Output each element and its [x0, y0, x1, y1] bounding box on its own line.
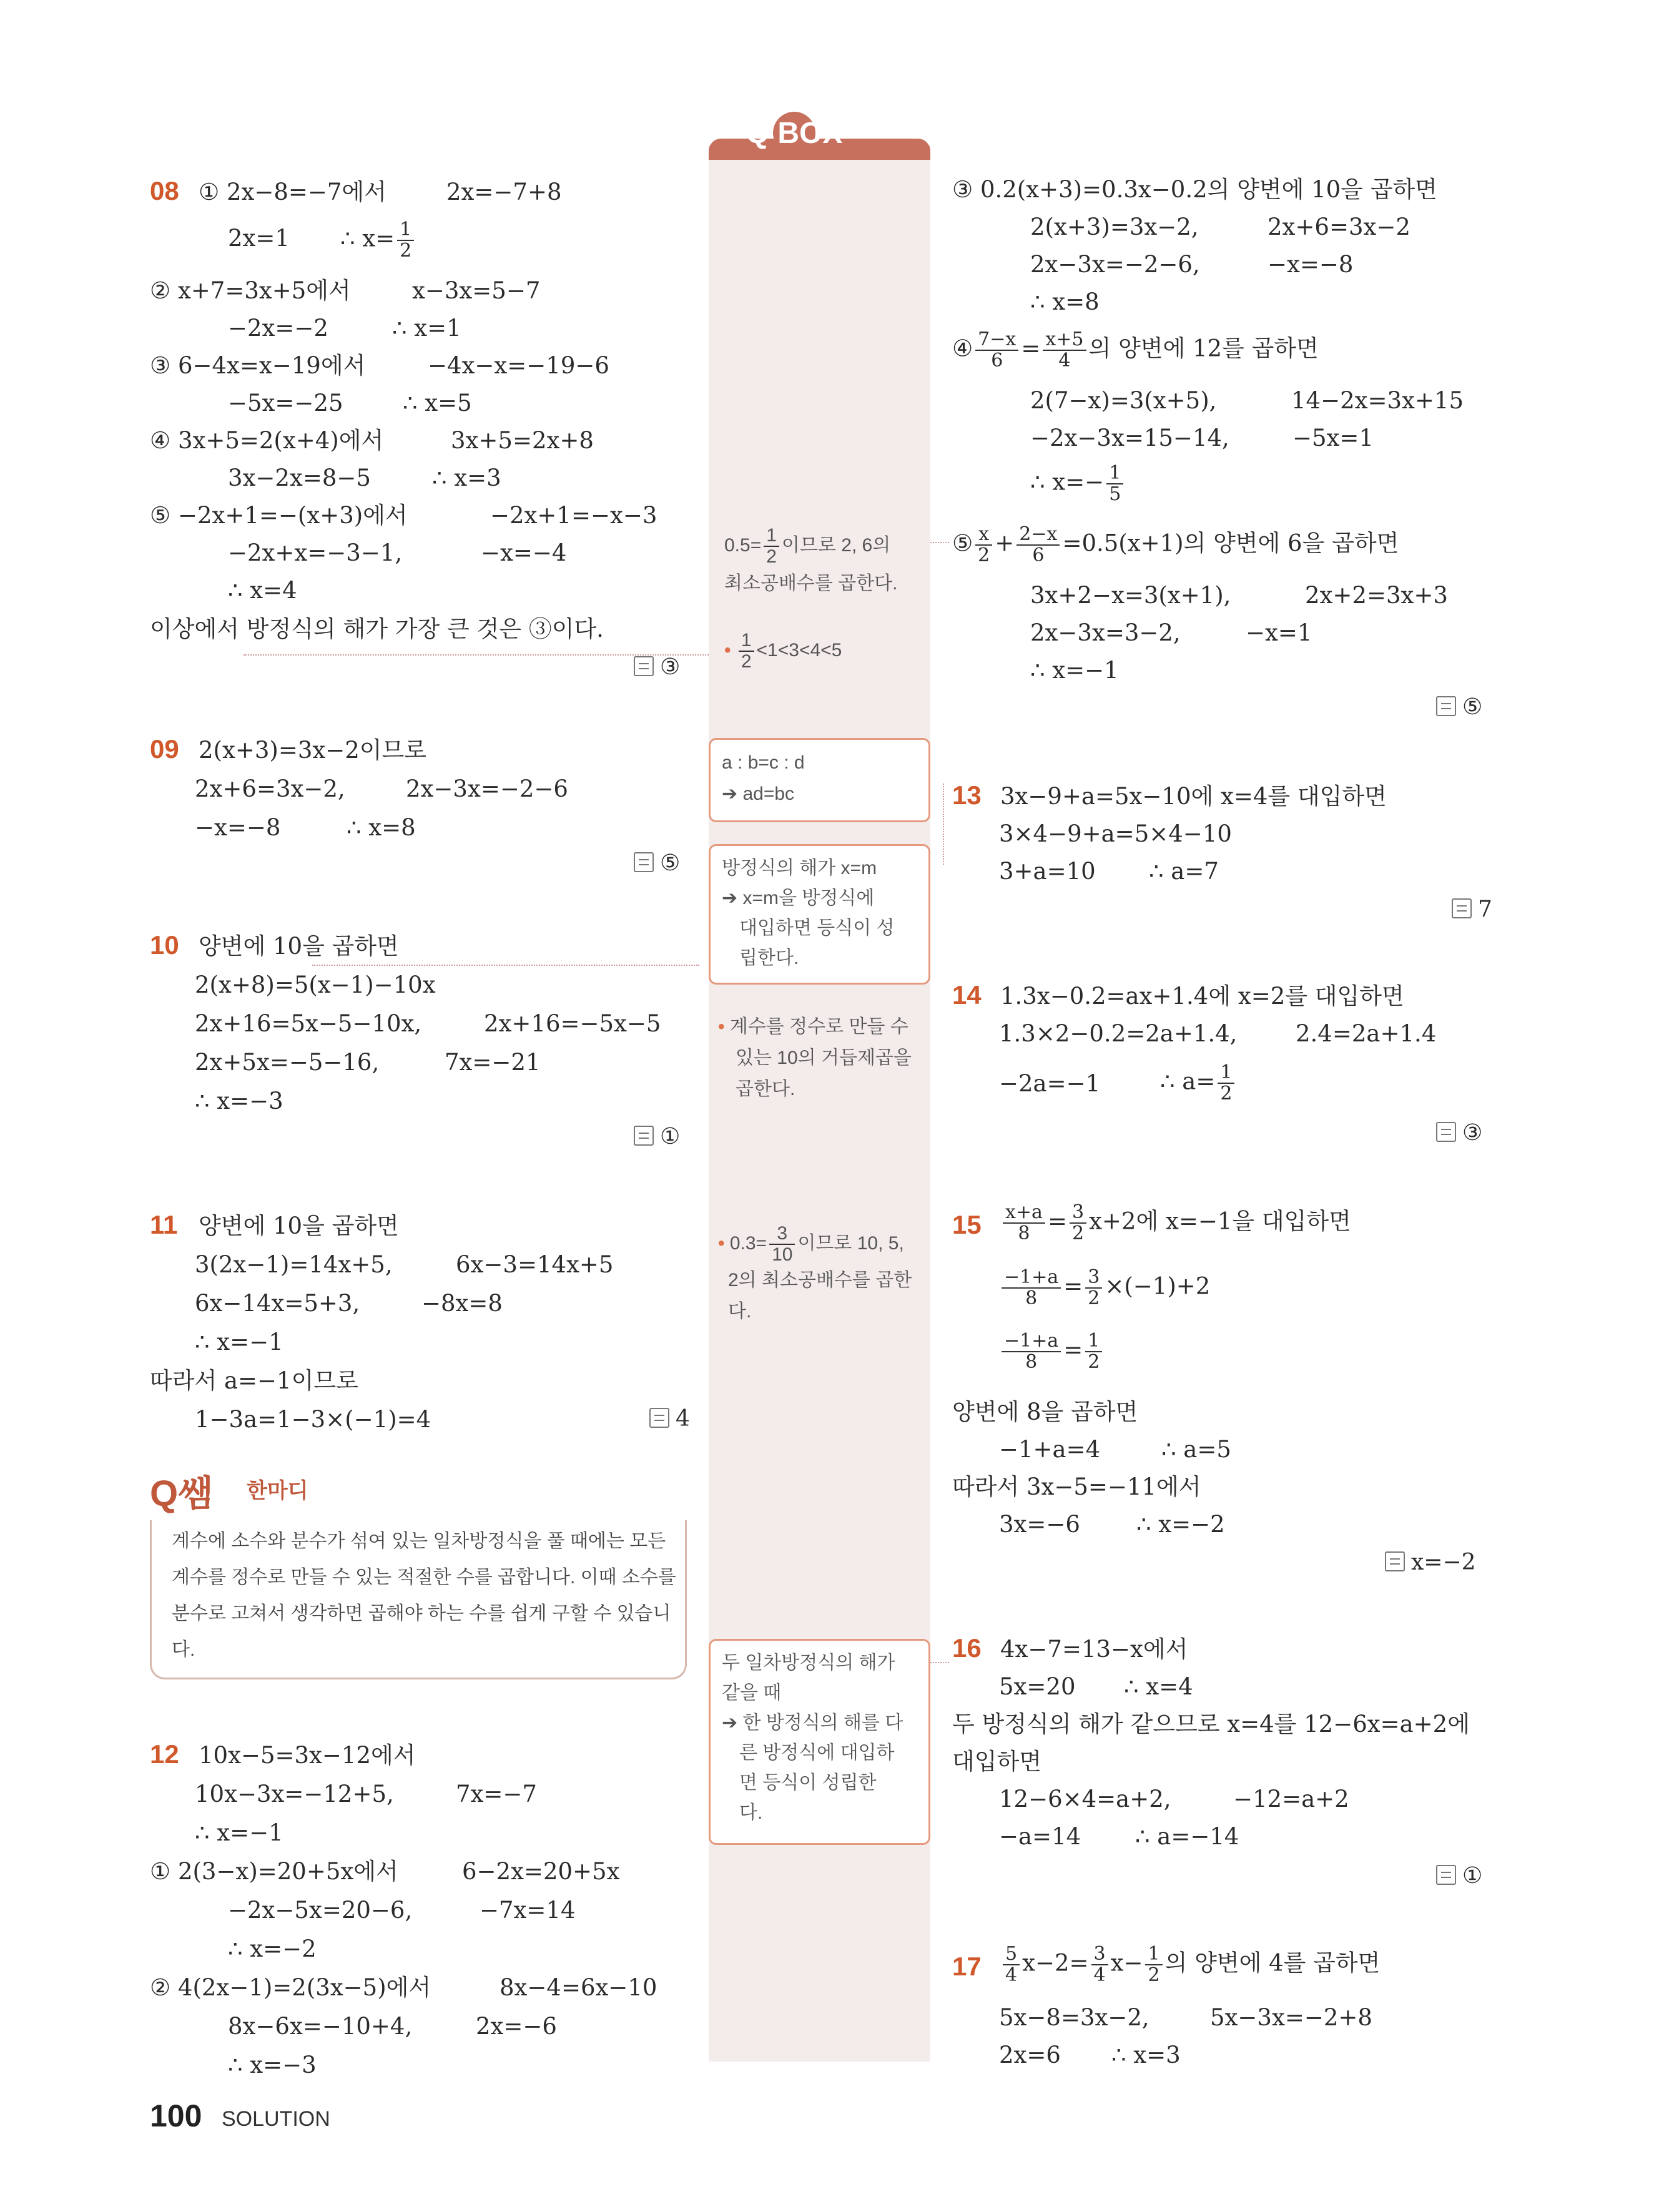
solution-line: 3×4−9+a=5×4−10: [999, 820, 1232, 847]
solution-line: 6x−3=14x+5: [456, 1251, 614, 1278]
page-number: 100: [150, 2098, 202, 2133]
solution-line: $\frac{-1+a}{8}$ = $\frac{1}{2}$: [999, 1331, 1105, 1372]
answer: ①: [1436, 1863, 1482, 1889]
solution-line: 2x=1: [228, 225, 290, 252]
qbox-note: • 0.3= $\frac{3}{10}$ 이므로 10, 5, 2의 최소공배수를 곱한 다.: [718, 1223, 912, 1322]
qbox-notebox: 두 일차방정식의 해가 같을 때 ➔ 한 방정식의 해를 다 른 방정식에 대입하 면 등식이 성립한 다.: [709, 1639, 930, 1845]
solution-line: 6−2x=20+5x: [462, 1858, 620, 1885]
leader-line: [312, 965, 699, 966]
solution-line: 2.4=2a+1.4: [1296, 1020, 1437, 1047]
solution-line: 3x−9+a=5x−10에 x=4를 대입하면: [1000, 783, 1387, 810]
solution-line: 3x=−6: [999, 1511, 1080, 1538]
solution-line: $\frac{5}{4}$ x−2= $\frac{3}{4}$ x− $\frac{1}{2}$ 의 양변에 4를 곱하면: [1000, 1944, 1380, 1985]
solution-line: $\frac{x+a}{8}$ = $\frac{3}{2}$ x+2에 x=−1을 대입하면: [1000, 1202, 1351, 1244]
solution-line: −2a=−1: [999, 1070, 1101, 1097]
solution-line: 1.3x−0.2=ax+1.4에 x=2를 대입하면: [1000, 983, 1404, 1010]
answer: ③: [1436, 1120, 1482, 1146]
solution-line: 5x−8=3x−2,: [999, 2004, 1149, 2031]
page-label: SOLUTION: [222, 2107, 330, 2131]
solution-line: 3x+2−x=3(x+1),: [1030, 582, 1231, 609]
solution-line: $\frac{-1+a}{8}$ = $\frac{3}{2}$ ×(−1)+2: [999, 1267, 1210, 1309]
solution-line: ① 2x−8=−7에서: [199, 179, 386, 205]
solution-line: −x=1: [1246, 619, 1312, 646]
solution-line: 2(7−x)=3(x+5),: [1030, 387, 1217, 414]
solution-line: 따라서 3x−5=−11에서: [952, 1473, 1201, 1500]
solution-line: 2x−3x=3−2,: [1030, 619, 1181, 646]
problem-number: 10: [150, 930, 179, 960]
problem-number: 08: [150, 176, 179, 205]
solution-line: 2x+2=3x+3: [1305, 582, 1448, 609]
solution-line: 양변에 10을 곱하면: [199, 1212, 399, 1239]
solution-line: 2x−3x=−2−6,: [1030, 251, 1200, 278]
qbox-notebox: a : b=c : d ➔ ad=bc: [709, 738, 930, 822]
solution-line: 2x−3x=−2−6: [406, 775, 568, 802]
solution-line: ∴ x=− $\frac{1}{5}$: [1030, 463, 1126, 504]
qbox-label: Q BOX: [746, 117, 843, 150]
solution-line: 2x+6=3x−2,: [195, 775, 345, 802]
solution-line: ① 2(3−x)=20+5x에서: [150, 1858, 398, 1885]
problem-number: 17: [952, 1952, 982, 1981]
problem-number: 11: [150, 1210, 178, 1239]
answer: ⑤: [634, 850, 680, 876]
solution-line: ③ 0.2(x+3)=0.3x−0.2의 양변에 10을 곱하면: [952, 176, 1437, 203]
solution-line: 2(x+3)=3x−2이므로: [199, 737, 426, 764]
problem-number: 15: [952, 1210, 982, 1239]
solution-line: −2x+x=−3−1,: [228, 539, 403, 566]
solution-line: ② x+7=3x+5에서: [150, 277, 351, 304]
answer: ⑤: [1436, 694, 1482, 720]
answer: 4: [649, 1406, 690, 1432]
solution-line: −5x=1: [1292, 425, 1374, 451]
solution-line: ∴ x=5: [403, 390, 472, 416]
solution-line: 대입하면: [952, 1748, 1041, 1775]
solution-line: ∴ a= $\frac{1}{2}$: [1160, 1063, 1237, 1104]
solution-line: 1−3a=1−3×(−1)=4: [195, 1406, 431, 1433]
solution-line: ∴ x=−3: [195, 1088, 283, 1114]
solution-line: ∴ x=3: [432, 465, 501, 491]
solution-line: ③ 6−4x=x−19에서: [150, 352, 366, 379]
problem-number: 09: [150, 734, 179, 764]
solution-line: 2x=−6: [476, 2013, 557, 2040]
tip-subtitle: 한마디: [247, 1479, 308, 1503]
solution-line: ∴ a=7: [1149, 858, 1219, 885]
solution-line: 3(2x−1)=14x+5,: [195, 1251, 393, 1278]
solution-line: ④ $\frac{7-x}{6}$ = $\frac{x+5}{4}$ 의 양변에 12를 곱하면: [952, 328, 1319, 371]
solution-line: 3+a=10: [999, 858, 1096, 885]
tip-title: Q쌤: [150, 1473, 214, 1514]
solution-line: ∴ x=−2: [228, 1935, 317, 1962]
solution-line: x−3x=5−7: [412, 277, 541, 304]
solution-line: −12=a+2: [1233, 1786, 1349, 1812]
answer: ①: [634, 1124, 680, 1149]
solution-line: ∴ a=5: [1161, 1436, 1231, 1463]
qbox-note: 최소공배수를 곱한다.: [724, 573, 898, 594]
solution-line: 2x+16=5x−5−10x,: [195, 1010, 422, 1037]
problem-number: 12: [150, 1739, 179, 1769]
problem-number: 13: [952, 780, 982, 810]
solution-line: −x=−8: [195, 814, 281, 841]
answer: ③: [634, 654, 680, 680]
solution-line: −7x=14: [480, 1897, 576, 1924]
solution-line: 2x+6=3x−2: [1268, 214, 1410, 240]
solution-line: 2x=−7+8: [446, 179, 562, 205]
solution-line: ∴ x=−1: [195, 1819, 283, 1846]
solution-line: 10x−5=3x−12에서: [199, 1742, 416, 1769]
solution-line: −2x−5x=20−6,: [228, 1897, 413, 1924]
leader-line: [930, 542, 949, 543]
solution-line: 양변에 10을 곱하면: [199, 933, 399, 960]
solution-line: −x=−4: [481, 539, 567, 566]
solution-line: 양변에 8을 곱하면: [952, 1398, 1138, 1425]
answer: 7: [1452, 897, 1492, 922]
qbox-note: • 계수를 정수로 만들 수 있는 10의 거듭제곱을 곱한다.: [718, 1016, 912, 1099]
solution-line: ④ 3x+5=2(x+4)에서: [150, 427, 384, 454]
qbox-note: • $\frac{1}{2}$ <1<3<4<5: [724, 630, 842, 672]
solution-line: ∴ x=8: [1030, 288, 1100, 315]
solution-line: 6x−14x=5+3,: [195, 1290, 360, 1317]
qbox-logo: [746, 109, 871, 159]
solution-line: ⑤ $\frac{x}{2}$ + $\frac{2-x}{6}$ =0.5(x+1)의 양변에 6을 곱하면: [952, 523, 1399, 566]
qbox-notebox: 방정식의 해가 x=m ➔ x=m을 방정식에 대입하면 등식이 성 립한다.: [709, 844, 930, 985]
solution-line: 10x−3x=−12+5,: [195, 1781, 394, 1807]
problem-number: 16: [952, 1633, 982, 1663]
solution-line: ② 4(2x−1)=2(3x−5)에서: [150, 1974, 431, 2001]
tip-text: 계수에 소수와 분수가 섞여 있는 일차방정식을 풀 때에는 모든 계수를 정수로 만들 수 있는 적절한 수를 곱합니다. 이때 소수를 분수로 고쳐서 생각하면 곱해야 하는 수를 쉽게 구할 수 있습니다.: [172, 1531, 676, 1660]
solution-line: 7x=−7: [456, 1781, 537, 1807]
solution-line: ∴ x=1: [392, 315, 461, 342]
solution-line: ∴ x=4: [1124, 1673, 1193, 1700]
solution-line: −1+a=4: [999, 1436, 1101, 1463]
solution-line: −2x−3x=15−14,: [1030, 425, 1229, 451]
solution-line: ∴ x=−3: [228, 2052, 317, 2078]
solution-line: 두 방정식의 해가 같으므로 x=4를 12−6x=a+2에: [952, 1711, 1470, 1738]
solution-line: −2x+1=−x−3: [490, 502, 657, 529]
solution-line: −8x=8: [421, 1290, 503, 1317]
solution-line: ∴ x=−1: [1030, 657, 1119, 684]
solution-line: 이상에서 방정식의 해가 가장 큰 것은 ③이다.: [150, 616, 604, 642]
solution-line: 12−6×4=a+2,: [999, 1786, 1171, 1812]
solution-line: 8x−4=6x−10: [500, 1974, 657, 2001]
solution-line: 2x+16=−5x−5: [484, 1010, 661, 1037]
solution-line: 14−2x=3x+15: [1291, 387, 1464, 414]
solution-line: 2x+5x=−5−16,: [195, 1049, 380, 1076]
answer: x=−2: [1385, 1550, 1476, 1575]
solution-line: ∴ x=3: [1111, 2042, 1181, 2068]
solution-line: 따라서 a=−1이므로: [150, 1367, 358, 1394]
solution-line: 5x=20: [999, 1673, 1076, 1700]
solution-line: ∴ x= $\frac{1}{2}$: [340, 220, 416, 261]
solution-line: −2x=−2: [228, 315, 328, 342]
solution-line: ∴ x=8: [347, 814, 416, 841]
solution-line: 2(x+8)=5(x−1)−10x: [195, 971, 436, 998]
solution-line: ∴ x=−1: [195, 1329, 283, 1355]
solution-line: 3x−2x=8−5: [228, 465, 371, 491]
solution-line: 2x=6: [999, 2042, 1061, 2068]
solution-line: 2(x+3)=3x−2,: [1030, 214, 1199, 240]
solution-line: −x=−8: [1268, 251, 1354, 278]
solution-line: 8x−6x=−10+4,: [228, 2013, 413, 2040]
solution-line: ⑤ −2x+1=−(x+3)에서: [150, 502, 408, 529]
solution-line: ∴ x=−2: [1136, 1511, 1225, 1538]
solution-line: ∴ a=−14: [1135, 1823, 1239, 1850]
solution-line: 7x=−21: [445, 1049, 541, 1076]
solution-line: 3x+5=2x+8: [451, 427, 594, 454]
leader-line: [930, 1662, 949, 1663]
solution-line: −4x−x=−19−6: [428, 352, 609, 379]
qbox-note: 0.5= $\frac{1}{2}$ 이므로 2, 6의: [724, 525, 891, 567]
solution-line: −a=14: [999, 1823, 1081, 1850]
solution-line: 5x−3x=−2+8: [1210, 2004, 1372, 2031]
solution-line: 1.3×2−0.2=2a+1.4,: [999, 1020, 1238, 1047]
problem-number: 14: [952, 980, 982, 1010]
solution-line: 4x−7=13−x에서: [1000, 1636, 1188, 1663]
leader-line: [943, 784, 944, 865]
solution-line: −5x=−25: [228, 390, 343, 416]
solution-line: ∴ x=4: [228, 577, 297, 604]
